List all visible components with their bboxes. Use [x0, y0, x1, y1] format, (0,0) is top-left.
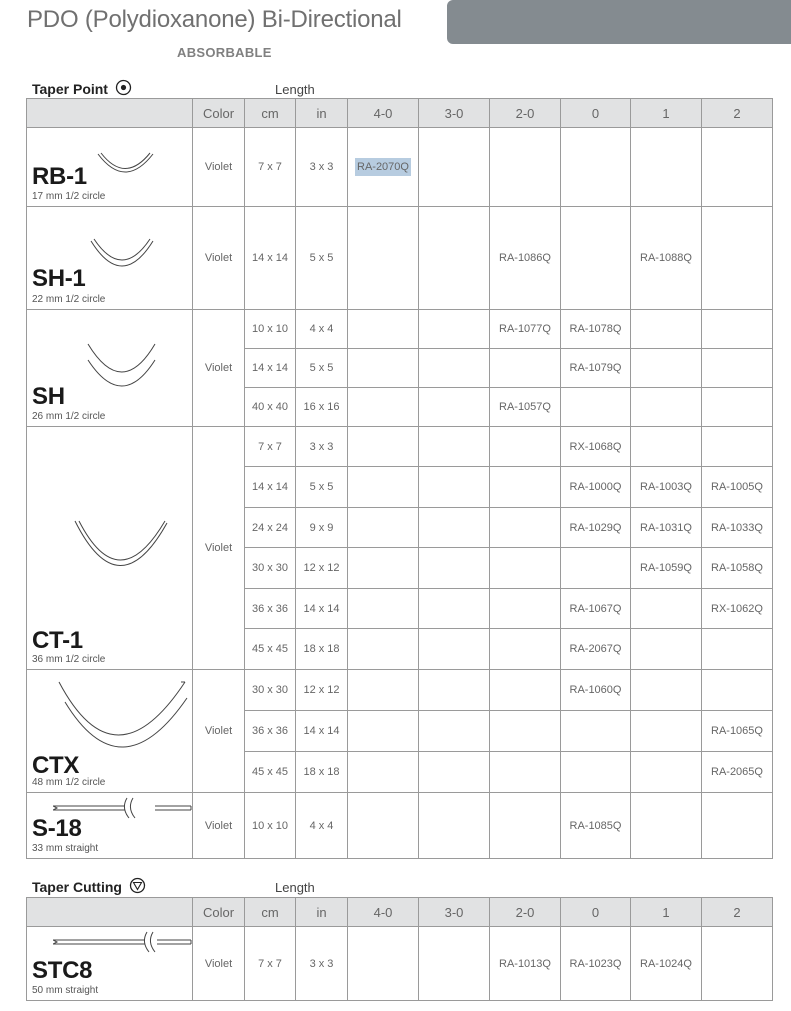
needle-spec: 50 mm straight	[32, 985, 99, 996]
cm-cell: 30 x 30	[245, 548, 296, 589]
in-cell: 16 x 16	[296, 388, 348, 427]
code-cell	[702, 927, 773, 1001]
code-cell: RA-1005Q	[702, 467, 773, 508]
needle-spec: 26 mm 1/2 circle	[32, 411, 106, 422]
cm-cell: 36 x 36	[245, 589, 296, 629]
length-label: Length	[275, 880, 315, 895]
code-cell	[348, 670, 419, 711]
code-cell: RA-1024Q	[631, 927, 702, 1001]
taper-point-section-label	[32, 79, 132, 97]
needle-ct-1	[27, 427, 193, 670]
header-size: 2	[702, 898, 773, 927]
page-subtitle: ABSORBABLE	[177, 45, 272, 60]
in-cell: 5 x 5	[296, 467, 348, 508]
table-row	[27, 128, 773, 207]
cm-cell: 45 x 45	[245, 629, 296, 670]
needle-spec: 48 mm 1/2 circle	[32, 777, 106, 788]
cm-cell: 14 x 14	[245, 467, 296, 508]
in-cell: 14 x 14	[296, 589, 348, 629]
sh-needle-icon	[85, 340, 159, 390]
code-cell	[490, 589, 561, 629]
code-cell	[490, 508, 561, 548]
header-cm: cm	[245, 99, 296, 128]
header-color: Color	[193, 898, 245, 927]
in-cell: 4 x 4	[296, 793, 348, 859]
code-cell: RA-1078Q	[561, 310, 631, 349]
needle-s-18	[27, 793, 193, 859]
code-cell	[419, 927, 490, 1001]
code-cell	[348, 927, 419, 1001]
color-cell: Violet	[193, 128, 245, 207]
code-cell	[419, 629, 490, 670]
code-cell	[419, 508, 490, 548]
in-cell: 5 x 5	[296, 207, 348, 310]
table-header-row	[27, 898, 773, 927]
code-cell	[348, 508, 419, 548]
needle-name: SH	[32, 383, 65, 410]
table-row	[27, 207, 773, 310]
table-row	[27, 427, 773, 467]
code-cell	[419, 548, 490, 589]
code-cell	[348, 467, 419, 508]
cm-cell: 7 x 7	[245, 128, 296, 207]
header-size: 2-0	[490, 898, 561, 927]
sh-1-needle-icon	[87, 237, 159, 283]
needle-name: SH-1	[32, 265, 86, 292]
taper-point-table	[26, 98, 773, 859]
in-cell: 3 x 3	[296, 427, 348, 467]
cm-cell: 30 x 30	[245, 670, 296, 711]
code-cell	[490, 427, 561, 467]
code-cell	[419, 349, 490, 388]
code-cell	[702, 128, 773, 207]
cm-cell: 7 x 7	[245, 927, 296, 1001]
needle-name: CT-1	[32, 627, 83, 654]
color-cell: Violet	[193, 670, 245, 793]
color-cell: Violet	[193, 927, 245, 1001]
code-cell	[348, 427, 419, 467]
code-cell	[631, 752, 702, 793]
code-cell	[631, 349, 702, 388]
code-cell	[419, 670, 490, 711]
code-cell	[702, 207, 773, 310]
code-cell	[490, 670, 561, 711]
code-cell: RA-1013Q	[490, 927, 561, 1001]
code-cell	[702, 793, 773, 859]
code-cell	[561, 752, 631, 793]
header-size: 3-0	[419, 99, 490, 128]
code-cell	[348, 629, 419, 670]
code-cell: RA-1000Q	[561, 467, 631, 508]
in-cell: 18 x 18	[296, 752, 348, 793]
header-in: in	[296, 898, 348, 927]
code-cell	[348, 388, 419, 427]
code-cell	[702, 629, 773, 670]
code-cell	[631, 310, 702, 349]
taper-point-icon	[115, 79, 132, 96]
needle-name: S-18	[32, 815, 82, 842]
code-cell: RA-1079Q	[561, 349, 631, 388]
header-size: 4-0	[348, 99, 419, 128]
code-cell	[348, 752, 419, 793]
needle-stc8	[27, 927, 193, 1001]
header-in: in	[296, 99, 348, 128]
cm-cell: 40 x 40	[245, 388, 296, 427]
rb-1-needle-icon	[95, 150, 157, 188]
code-cell	[348, 589, 419, 629]
header-size: 1	[631, 898, 702, 927]
cm-cell: 7 x 7	[245, 427, 296, 467]
code-cell	[631, 427, 702, 467]
needle-name: CTX	[32, 752, 80, 779]
header-size: 2	[702, 99, 773, 128]
code-cell	[419, 752, 490, 793]
cm-cell: 14 x 14	[245, 349, 296, 388]
header-size: 4-0	[348, 898, 419, 927]
code-cell: RA-1077Q	[490, 310, 561, 349]
taper-cutting-section-label	[32, 877, 146, 895]
cm-cell: 10 x 10	[245, 793, 296, 859]
code-cell	[419, 793, 490, 859]
needle-ctx	[27, 670, 193, 793]
code-cell: RA-1065Q	[702, 711, 773, 752]
code-cell	[702, 427, 773, 467]
code-cell: RA-1085Q	[561, 793, 631, 859]
needle-rb-1	[27, 128, 193, 207]
needle-spec: 22 mm 1/2 circle	[32, 294, 106, 305]
code-cell	[348, 711, 419, 752]
color-cell: Violet	[193, 207, 245, 310]
code-cell	[419, 388, 490, 427]
needle-sh-1	[27, 207, 193, 310]
header-size: 1	[631, 99, 702, 128]
color-cell: Violet	[193, 310, 245, 427]
code-cell: RA-1059Q	[631, 548, 702, 589]
table-row	[27, 310, 773, 349]
in-cell: 4 x 4	[296, 310, 348, 349]
in-cell: 9 x 9	[296, 508, 348, 548]
stc8-needle-icon	[53, 931, 193, 953]
header-color: Color	[193, 99, 245, 128]
code-cell: RA-1003Q	[631, 467, 702, 508]
code-cell: RX-1068Q	[561, 427, 631, 467]
code-cell: RA-1058Q	[702, 548, 773, 589]
in-cell: 18 x 18	[296, 629, 348, 670]
code-cell	[419, 427, 490, 467]
code-cell	[419, 310, 490, 349]
in-cell: 12 x 12	[296, 548, 348, 589]
cm-cell: 24 x 24	[245, 508, 296, 548]
code-cell	[490, 128, 561, 207]
needle-sh	[27, 310, 193, 427]
code-cell	[702, 349, 773, 388]
code-cell	[631, 388, 702, 427]
header-cm: cm	[245, 898, 296, 927]
code-cell: RA-1057Q	[490, 388, 561, 427]
in-cell: 12 x 12	[296, 670, 348, 711]
code-cell	[419, 128, 490, 207]
code-cell	[348, 793, 419, 859]
ctx-needle-icon	[55, 678, 189, 748]
code-cell	[490, 793, 561, 859]
code-cell	[631, 670, 702, 711]
code-cell: RA-1086Q	[490, 207, 561, 310]
code-cell	[561, 128, 631, 207]
code-cell	[419, 207, 490, 310]
header-size: 2-0	[490, 99, 561, 128]
in-cell: 3 x 3	[296, 927, 348, 1001]
code-cell	[561, 388, 631, 427]
code-cell: RA-1060Q	[561, 670, 631, 711]
header-needle	[27, 99, 193, 128]
code-cell	[631, 793, 702, 859]
code-cell	[348, 128, 419, 207]
needle-name: STC8	[32, 957, 93, 984]
code-cell	[702, 388, 773, 427]
taper-cutting-table	[26, 897, 773, 1001]
code-cell: RA-1029Q	[561, 508, 631, 548]
code-cell: RA-1031Q	[631, 508, 702, 548]
ct-1-needle-icon	[71, 519, 171, 573]
needle-spec: 36 mm 1/2 circle	[32, 654, 106, 665]
code-cell: RA-1088Q	[631, 207, 702, 310]
code-cell	[490, 711, 561, 752]
code-cell	[490, 349, 561, 388]
table-header-row	[27, 99, 773, 128]
cm-cell: 10 x 10	[245, 310, 296, 349]
color-cell: Violet	[193, 427, 245, 670]
code-cell	[490, 752, 561, 793]
cm-cell: 36 x 36	[245, 711, 296, 752]
code-cell	[348, 310, 419, 349]
cm-cell: 45 x 45	[245, 752, 296, 793]
needle-name: RB-1	[32, 163, 87, 190]
table-row	[27, 793, 773, 859]
code-cell	[490, 629, 561, 670]
code-cell	[631, 128, 702, 207]
header-size: 0	[561, 99, 631, 128]
code-cell	[419, 711, 490, 752]
code-cell	[348, 548, 419, 589]
needle-spec: 17 mm 1/2 circle	[32, 191, 106, 202]
table-row	[27, 670, 773, 711]
code-cell	[631, 589, 702, 629]
header-bar	[447, 0, 791, 44]
taper-point-label: Taper Point	[32, 81, 108, 97]
code-cell	[561, 207, 631, 310]
code-cell: RA-1067Q	[561, 589, 631, 629]
table-row	[27, 927, 773, 1001]
code-cell	[702, 670, 773, 711]
code-cell	[561, 711, 631, 752]
in-cell: 3 x 3	[296, 128, 348, 207]
code-cell	[702, 310, 773, 349]
taper-cutting-label: Taper Cutting	[32, 879, 122, 895]
code-cell	[631, 711, 702, 752]
code-cell	[419, 589, 490, 629]
product-code: RA-2070Q	[355, 158, 411, 176]
taper-cutting-icon	[129, 877, 146, 894]
code-cell	[490, 467, 561, 508]
in-cell: 5 x 5	[296, 349, 348, 388]
code-cell	[490, 548, 561, 589]
code-cell: RX-1062Q	[702, 589, 773, 629]
in-cell: 14 x 14	[296, 711, 348, 752]
code-cell: RA-2067Q	[561, 629, 631, 670]
code-cell	[631, 629, 702, 670]
code-cell	[348, 349, 419, 388]
code-cell: RA-1033Q	[702, 508, 773, 548]
header-needle	[27, 898, 193, 927]
code-cell	[561, 548, 631, 589]
length-label: Length	[275, 82, 315, 97]
code-cell: RA-1023Q	[561, 927, 631, 1001]
code-cell	[419, 467, 490, 508]
header-size: 0	[561, 898, 631, 927]
header-size: 3-0	[419, 898, 490, 927]
page-title: PDO (Polydioxanone) Bi-Directional	[27, 6, 402, 33]
code-cell	[348, 207, 419, 310]
color-cell: Violet	[193, 793, 245, 859]
needle-spec: 33 mm straight	[32, 843, 99, 854]
code-cell: RA-2065Q	[702, 752, 773, 793]
cm-cell: 14 x 14	[245, 207, 296, 310]
